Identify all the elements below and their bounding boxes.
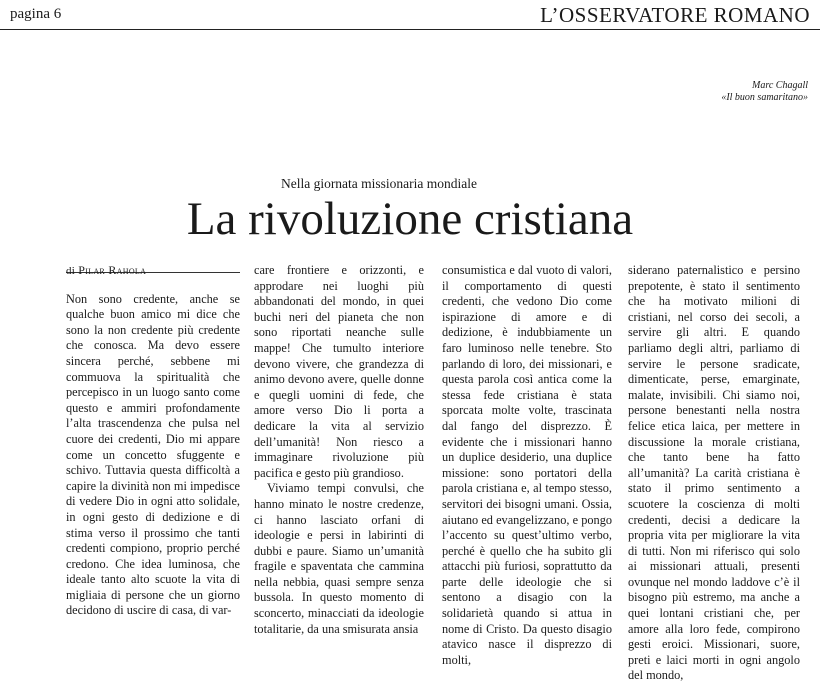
byline <box>66 263 240 280</box>
article-column-2 <box>254 263 424 637</box>
article-column-3 <box>442 263 612 668</box>
paragraph: siderano paternalistico e persino prepotente, è stato il sentimento che ha motivato milioni di cristiani, nel corso dei secoli, a servire gli altri. E quando parliamo degli altri, parliamo di servire le persone sradicate, dimenticate, perse, emarginate, malate, invisibili. Chi siamo noi, persone benestanti nella nostra felice etica laica, per mettere in discussione la morale cristiana, che tanto bene ha fatto all’umanità? La carità cristiana è stato il primo sentimento a scuotere la coscienza di molti credenti, decisi a dedicare la propria vita per migliorare la vita di tutti. Non mi riferisco qui solo ai missionari attuali, presenti ovunque nel mondo laddove c’è il bisogno più estremo, ma anche a quei lontani cristiani che, per amore alla loro fede, compirono gesti eroici. Missionari, suore, preti e laici morti in ogni angolo del mondo, <box>628 263 800 683</box>
paragraph: care frontiere e orizzonti, e approdare nei luoghi più abbandonati del mondo, in quei buchi neri del pianeta che non sono riportati neanche sulle mappe! Che tumulto interiore devono vivere, che grandezza di animo devono avere, quelle donne e quegli uomini di fede, che amore verso Dio li porta a dedicare la vita al servizio dell’umanità! Non riesco a immaginare rivoluzione più pacifica e gesto più grandioso. <box>254 263 424 480</box>
paragraph: consumistica e dal vuoto di valori, il comportamento di questi credenti, che vedono Dio come ispirazione di amore e di dedizione, è indubbiamente un faro luminoso nelle tenebre. Sto parlando di loro, dei missionari, e questa parola così antica come la stessa fede cristiana è stata sporcata molte volte, trascinata dal fango del disprezzo. È evidente che i missionari hanno un duplice desiderio, una duplice missione: sono portatori della parola cristiana e, al tempo stesso, servitori dei bisogni umani. Ossia, aiutano ed evangelizzano, e pongo l’accento su quest’ultimo verbo, perché è quello che ha subito gli attacchi più furiosi, soprattutto da parte delle ideologie che si sentono a disagio con la solidarietà quando si attua in nome di Cristo. Da questo disagio atavico nasce il disprezzo di molti, <box>442 263 612 667</box>
caption-artist: Marc Chagall <box>751 80 808 91</box>
image-caption <box>721 80 808 104</box>
caption-work: «Il buon samaritano» <box>721 92 808 103</box>
author-name: Pilar Rahola <box>78 263 147 277</box>
page-number: pagina 6 <box>10 6 62 22</box>
paragraph: Viviamo tempi convulsi, che hanno minato le nostre credenze, ci hanno lasciato orfani di ideologie e persi in labirinti di dubbi e paure. Siamo un’umanità fragile e spaventata che cammina nella nebbia, quasi sempre senza bussola. In questo momento di sconcerto, minacciati da ideologie totalitarie, da una smisurata ansia <box>254 481 424 636</box>
article-kicker: Nella giornata missionaria mondiale <box>280 176 478 191</box>
header-rule <box>0 29 820 30</box>
article-title: La rivoluzione cristiana <box>186 193 634 245</box>
paragraph: Non sono credente, anche se qualche buon amico mi dice che sono la non credente più credente che conosca. Ma devo essere sincera perché, sebbene mi commuova la spiritualità che percepisco in un luogo santo come questo e ammiri profondamente l’alta trascendenza che pulsa nel cuore dei credenti, Dio mi appare come un concetto sfuggente e schivo. Tuttavia questa difficoltà a capire la divinità non mi impedisce di vedere Dio in ogni atto solidale, in ogni gesto di dedizione e di stima verso il prossimo che tanti credenti compiono, proprio perché credono. Che idea luminosa, che ideale tanto alto scuote la vita di migliaia di persone che un giorno decidono di uscire di casa, di var- <box>66 291 240 618</box>
newspaper-masthead: L’OSSERVATORE ROMANO <box>540 3 810 27</box>
byline-prefix: di <box>66 265 76 277</box>
article-column-4 <box>628 263 800 684</box>
article-column-1 <box>66 263 240 619</box>
